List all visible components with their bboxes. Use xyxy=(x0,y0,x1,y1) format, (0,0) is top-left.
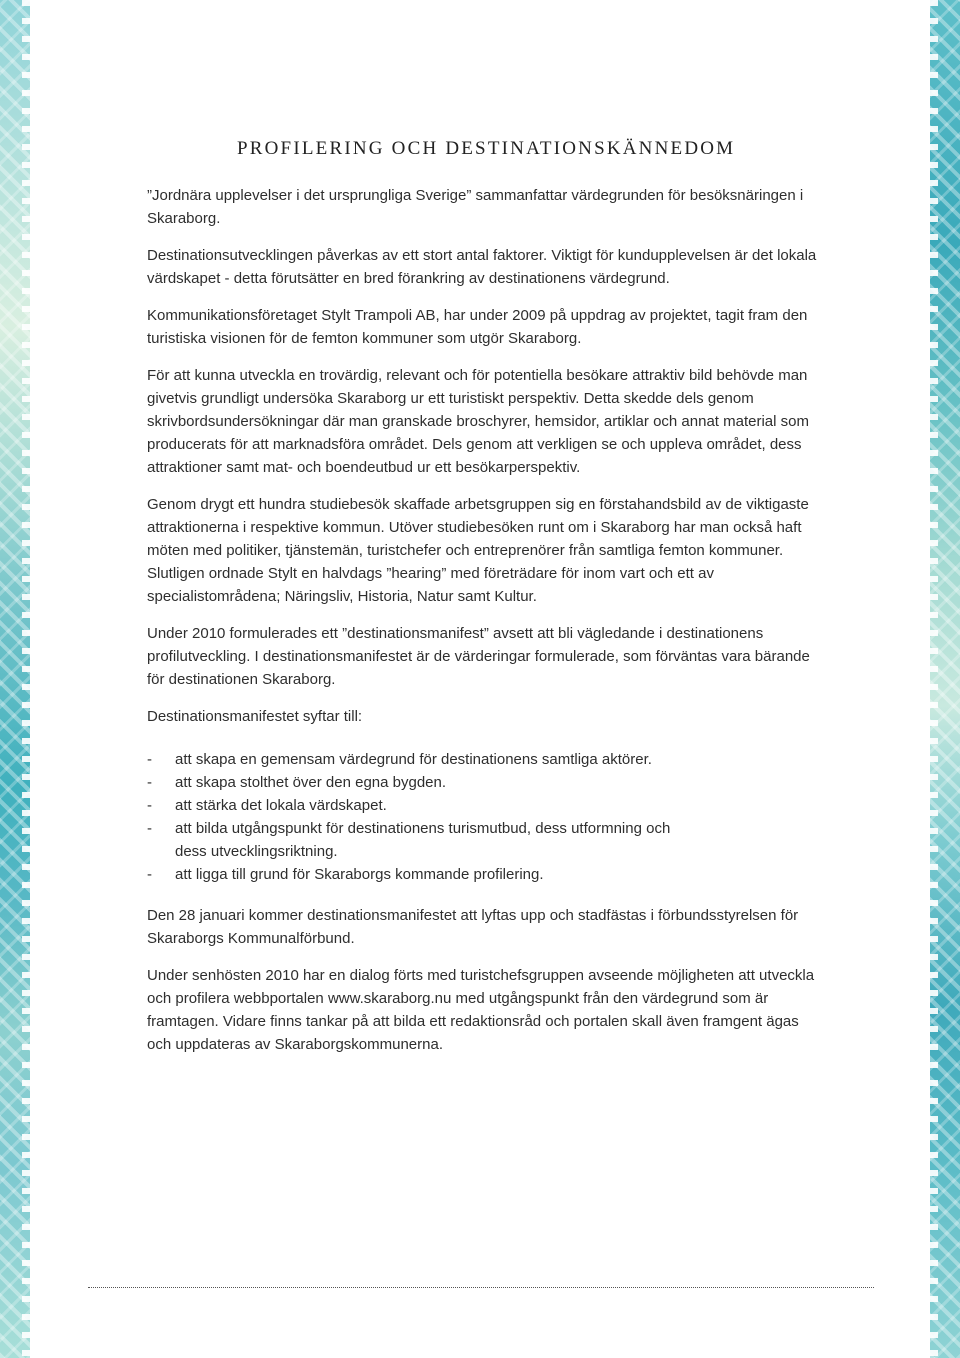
list-dash: - xyxy=(147,797,152,814)
list-item xyxy=(147,817,695,863)
list-item xyxy=(147,863,695,886)
list-item xyxy=(147,748,695,771)
paragraph-board-decision: Den 28 januari kommer destinationsmanifestet att lyftas upp och stadfästas i förbundsstyrelsen för Skaraborgs Kommunalförbund. xyxy=(147,907,799,947)
list-item xyxy=(147,771,695,794)
paragraph-research: För att kunna utveckla en trovärdig, relevant och för potentiella besökare attraktiv bild behövde man givetvis grundligt undersöka Skaraborg ur ett turistiskt perspektiv. Detta skedde dels genom skrivbordsundersökningar där man granskade broschyrer, hemsidor, artiklar och annat material som producerats för att marknadsföra området. Dels genom att verkligen se och uppleva området, dess attraktioner samt mat- och boendeutbud ur ett besökarperspektiv. xyxy=(147,367,809,476)
manifesto-aims-list xyxy=(147,748,827,886)
decorative-left-border xyxy=(0,0,30,1358)
list-dash: - xyxy=(147,751,152,768)
paragraph-study-visits: Genom drygt ett hundra studiebesök skaffade arbetsgruppen sig en förstahandsbild av de viktigaste attraktionerna i respektive kommun. Utöver studiebesöken runt om i Skaraborg har man också haft möten med politiker, tjänstemän, turistchefer och entreprenörer från samtliga femton kommuner. Slutligen ordnade Stylt en halvdags ”hearing” med företrädare för inom vart och ett av specialistområdena; Näringsliv, Historia, Natur samt Kultur. xyxy=(147,496,809,605)
footer-dotted-rule xyxy=(88,1287,874,1288)
page-title: PROFILERING OCH DESTINATIONSKÄNNEDOM xyxy=(237,138,736,159)
list-item-text: att bilda utgångspunkt för destinationens turismutbud, dess utformning och dess utvecklingsriktning. xyxy=(175,820,671,860)
paragraph-manifesto-aims: Destinationsmanifestet syftar till: xyxy=(147,708,363,725)
paragraph-stylt-trampoli: Kommunikationsföretaget Stylt Trampoli AB, har under 2009 på uppdrag av projektet, tagit fram den turistiska visionen för de femton kommuner som utgör Skaraborg. xyxy=(147,307,808,347)
list-item-text: att skapa en gemensam värdegrund för destinationens samtliga aktörer. xyxy=(175,751,652,768)
paragraph-manifesto: Under 2010 formulerades ett ”destinationsmanifest” avsett att bli vägledande i destinationens profilutveckling. I destinationsmanifestet är de värderingar formulerade, som förväntas vara bärande för destinationen Skaraborg. xyxy=(147,625,810,688)
page-content xyxy=(147,138,827,1070)
list-item-text: att ligga till grund för Skaraborgs kommande profilering. xyxy=(175,866,544,883)
right-border-pattern xyxy=(930,0,938,1358)
list-dash: - xyxy=(147,820,152,837)
paragraph-intro: ”Jordnära upplevelser i det ursprungliga Sverige” sammanfattar värdegrunden för besöksnäringen i Skaraborg. xyxy=(147,187,804,227)
list-item-text: att stärka det lokala värdskapet. xyxy=(175,797,387,814)
list-item-text: att skapa stolthet över den egna bygden. xyxy=(175,774,447,791)
paragraph-development: Destinationsutvecklingen påverkas av ett stort antal faktorer. Viktigt för kundupplevelsen är det lokala värdskapet - detta förutsätter en bred förankring av destinationens värdegrund. xyxy=(147,247,817,287)
list-dash: - xyxy=(147,866,152,883)
left-border-pattern xyxy=(22,0,30,1358)
paragraph-web-portal: Under senhösten 2010 har en dialog förts med turistchefsgruppen avseende möjligheten att utveckla och profilera webbportalen www.skaraborg.nu med utgångspunkt från den värdegrund som är framtagen. Vidare finns tankar på att bilda ett redaktionsråd och portalen skall även framgent ägas och uppdateras av Skaraborgskommunerna. xyxy=(147,967,815,1053)
list-item xyxy=(147,794,695,817)
decorative-right-border xyxy=(930,0,960,1358)
list-dash: - xyxy=(147,774,152,791)
